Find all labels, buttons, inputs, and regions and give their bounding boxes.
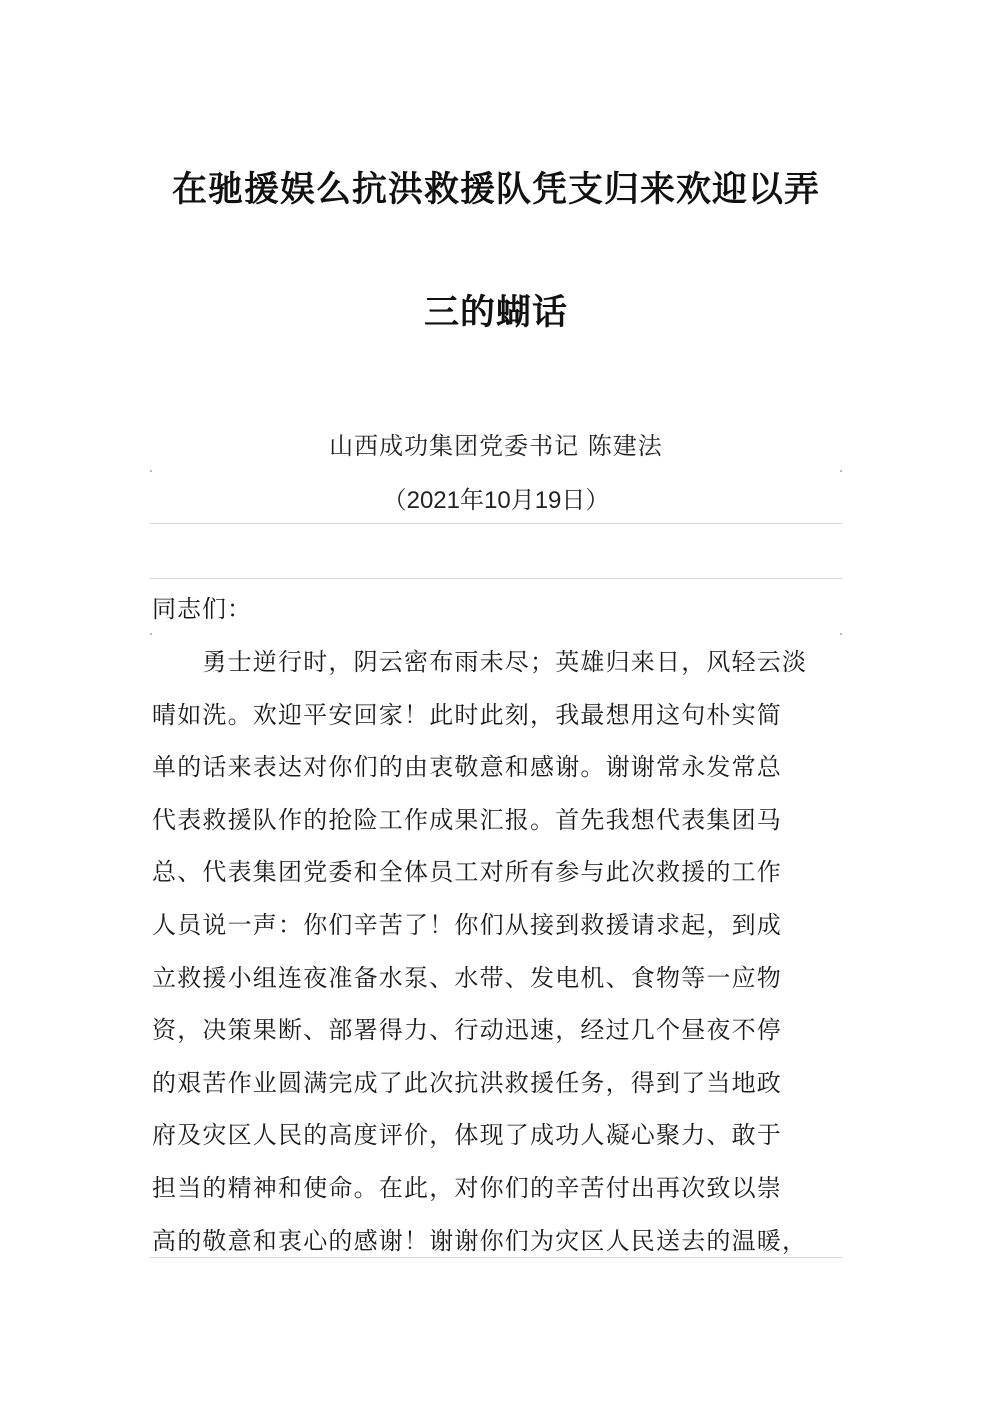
body-line: 单的话来表达对你们的由衷敬意和感谢。谢谢常永发常总 <box>152 753 782 782</box>
salutation: 同志们： <box>152 595 252 623</box>
body-line: 府及灾区人民的高度评价，体现了成功人凝心聚力、敢于 <box>152 1121 782 1150</box>
body-line: 晴如洗。欢迎平安回家！此时此刻，我最想用这句朴实简 <box>152 700 782 729</box>
author-line: 山西成功集团党委书记 陈建法 <box>329 432 663 460</box>
body-line: 人员说一声：你们辛苦了！你们从接到救援请求起，到成 <box>152 911 782 939</box>
divider <box>150 523 842 524</box>
margin-mark <box>150 633 152 635</box>
document-title-line-2: 三的蝴话 <box>423 293 568 333</box>
body-line: 总、代表集团党委和全体员工对所有参与此次救援的工作 <box>152 858 782 887</box>
body-line: 的艰苦作业圆满完成了此次抗洪救援任务，得到了当地政 <box>152 1068 782 1097</box>
date-line: （2021年10月19日） <box>382 487 610 514</box>
body-line: 代表救援队作的抢险工作成果汇报。首先我想代表集团马 <box>152 805 782 834</box>
body-line: 高的敬意和衷心的感谢！谢谢你们为灾区人民送去的温暖， <box>152 1226 808 1255</box>
divider <box>150 578 842 579</box>
document-title-line-1: 在驰援娱么抗洪救援队凭支归来欢迎以弄 <box>171 170 820 210</box>
divider <box>150 1257 842 1258</box>
body-line: 勇士逆行时，阴云密布雨未尽；英雄归来日，风轻云淡 <box>152 648 808 676</box>
margin-mark <box>840 470 842 472</box>
body-line: 担当的精神和使命。在此，对你们的辛苦付出再次致以崇 <box>152 1174 782 1202</box>
body-line: 资，决策果断、部署得力、行动迅速，经过几个昼夜不停 <box>152 1016 782 1045</box>
margin-mark <box>150 470 152 472</box>
margin-mark <box>840 633 842 635</box>
body-line: 立救援小组连夜准备水泵、水带、发电机、食物等一应物 <box>152 963 782 992</box>
